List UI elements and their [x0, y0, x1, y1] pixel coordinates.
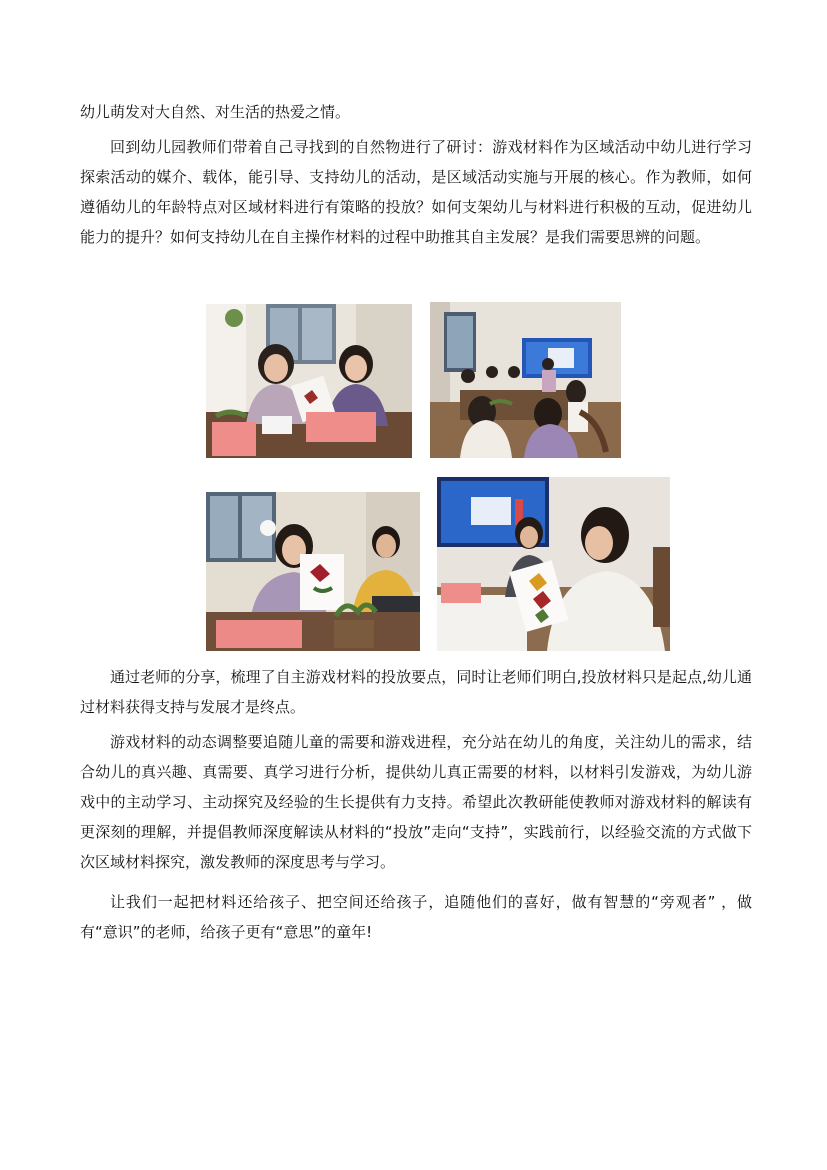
- photo-meeting-room-discussion: [430, 302, 621, 458]
- paragraph-3: 通过老师的分享，梳理了自主游戏材料的投放要点，同时让老师们明白,投放材料只是起点,幼儿通过材料获得支持与发展才是终点。: [80, 668, 752, 716]
- paragraph-5: 让我们一起把材料还给孩子、把空间还给孩子，追随他们的喜好，做有智慧的“旁观者” ，做有“意识”的老师，给孩子更有“意思”的童年!: [80, 893, 752, 941]
- photo-teacher-presenting-leaf-card: [437, 477, 670, 651]
- photo-teachers-sharing-leaf-art: [206, 304, 412, 458]
- photo-teacher-holding-card: [206, 492, 420, 651]
- paragraph-2: 回到幼儿园教师们带着自己寻找到的自然物进行了研讨：游戏材料作为区域活动中幼儿进行学习探索活动的媒介、载体，能引导、支持幼儿的活动，是区域活动实施与开展的核心。作为教师，如何遵循幼儿的年龄特点对区域材料进行有策略的投放？如何支架幼儿与材料进行积极的互动，促进幼儿能力的提升？如何支持幼儿在自主操作材料的过程中助推其自主发展？是我们需要思辨的问题。: [80, 138, 752, 246]
- paragraph-1: 幼儿萌发对大自然、对生活的热爱之情。: [80, 103, 351, 121]
- paragraph-4: 游戏材料的动态调整要追随儿童的需要和游戏进程，充分站在幼儿的角度，关注幼儿的需求，结合幼儿的真兴趣、真需要、真学习进行分析，提供幼儿真正需要的材料，以材料引发游戏，为幼儿游戏中的主动学习、主动探究及经验的生长提供有力支持。希望此次教研能使教师对游戏材料的解读有更深刻的理解，并提倡教师深度解读从材料的“投放”走向“支持”，实践前行，以经验交流的方式做下次区域材料探究，激发教师的深度思考与学习。: [80, 733, 752, 871]
